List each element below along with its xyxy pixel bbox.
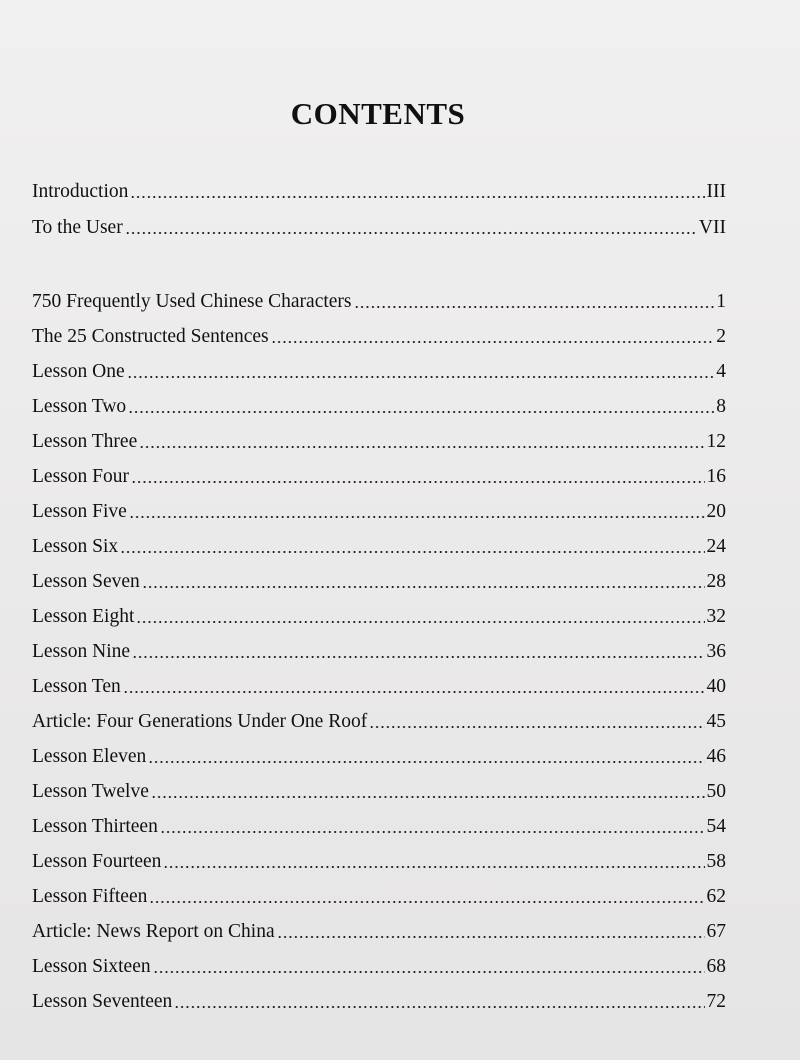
toc-entry-label: Lesson Five xyxy=(32,501,127,522)
toc-entry-label: Lesson Thirteen xyxy=(32,816,158,837)
toc-entry-label: Lesson Fourteen xyxy=(32,851,162,872)
toc-entry-page: 68 xyxy=(706,956,726,977)
dot-leader xyxy=(130,196,704,198)
toc-entry xyxy=(32,770,726,804)
toc-entry-label: Lesson Sixteen xyxy=(32,956,151,977)
toc-entry xyxy=(32,980,726,1014)
toc-entry-page: 20 xyxy=(706,501,726,522)
toc-entry-page: 16 xyxy=(706,466,726,487)
toc-entry-label: Lesson One xyxy=(32,361,125,382)
toc-entry xyxy=(32,170,726,204)
toc-entry-label: To the User xyxy=(32,217,123,238)
toc-entry xyxy=(32,385,726,419)
toc-entry-label: Lesson Two xyxy=(32,396,127,417)
toc-entry-page: 32 xyxy=(706,606,726,627)
toc-entry-page: VII xyxy=(698,217,726,238)
dot-leader xyxy=(142,586,705,588)
toc-entry-label: Lesson Seven xyxy=(32,571,140,592)
toc-entry-page: 58 xyxy=(706,851,726,872)
toc-entry-page: 67 xyxy=(706,921,726,942)
dot-leader xyxy=(163,866,704,868)
toc-entry-page: 28 xyxy=(706,571,726,592)
toc-entry-page: 50 xyxy=(706,781,726,802)
toc-entry-label: Lesson Eight xyxy=(32,606,135,627)
toc-entry-label: Article: Four Generations Under One Roof xyxy=(32,711,368,732)
toc-entry-label: Introduction xyxy=(32,181,129,202)
toc-entry xyxy=(32,630,726,664)
toc-entry-label: Lesson Ten xyxy=(32,676,121,697)
toc-entry-page: 40 xyxy=(706,676,726,697)
toc-entry xyxy=(32,525,726,559)
toc-entry-label: Lesson Seventeen xyxy=(32,991,173,1012)
toc-entry xyxy=(32,805,726,839)
toc-entry-page: 1 xyxy=(716,291,726,312)
toc-entry-page: 12 xyxy=(706,431,726,452)
toc-entry-label: Lesson Twelve xyxy=(32,781,149,802)
toc-entry-label: Lesson Three xyxy=(32,431,138,452)
toc-entry xyxy=(32,840,726,874)
toc-entry xyxy=(32,455,726,489)
dot-leader xyxy=(174,1006,704,1008)
dot-leader xyxy=(148,761,704,763)
dot-leader xyxy=(127,376,715,378)
toc-entry-page: 24 xyxy=(706,536,726,557)
toc-entry xyxy=(32,560,726,594)
toc-entry xyxy=(32,735,726,769)
dot-leader xyxy=(160,831,705,833)
toc-entry xyxy=(32,700,726,734)
toc-entry-page: 54 xyxy=(706,816,726,837)
toc-entry-label: Lesson Nine xyxy=(32,641,131,662)
toc-entry xyxy=(32,350,726,384)
toc-entry-page: 36 xyxy=(706,641,726,662)
toc-entry-page: III xyxy=(706,181,726,202)
toc-entry-label: Lesson Eleven xyxy=(32,746,147,767)
page-title: CONTENTS xyxy=(290,96,466,131)
dot-leader xyxy=(149,901,704,903)
toc-entry-label: The 25 Constructed Sentences xyxy=(32,326,269,347)
toc-entry xyxy=(32,420,726,454)
dot-leader xyxy=(131,481,705,483)
dot-leader xyxy=(271,341,715,343)
dot-leader xyxy=(120,551,704,553)
toc-entry-page: 8 xyxy=(716,396,726,417)
dot-leader xyxy=(123,691,705,693)
dot-leader xyxy=(277,936,705,938)
dot-leader xyxy=(369,726,704,728)
dot-leader xyxy=(139,446,704,448)
toc-entry-label: Lesson Six xyxy=(32,536,119,557)
dot-leader xyxy=(128,411,714,413)
toc-entry xyxy=(32,595,726,629)
toc-entry-page: 2 xyxy=(716,326,726,347)
toc-entry xyxy=(32,315,726,349)
dot-leader xyxy=(151,796,705,798)
dot-leader xyxy=(354,306,715,308)
toc-entry-page: 62 xyxy=(706,886,726,907)
toc-entry-page: 4 xyxy=(716,361,726,382)
toc-entry-label: 750 Frequently Used Chinese Characters xyxy=(32,291,352,312)
dot-leader xyxy=(125,232,697,234)
toc-entry-label: Lesson Four xyxy=(32,466,129,487)
toc-entry xyxy=(32,280,726,314)
toc-entry xyxy=(32,875,726,909)
toc-entry xyxy=(32,206,726,240)
toc-entry xyxy=(32,910,726,944)
toc-entry xyxy=(32,665,726,699)
dot-leader xyxy=(132,656,704,658)
dot-leader xyxy=(129,516,705,518)
toc-entry-label: Article: News Report on China xyxy=(32,921,275,942)
toc-entry xyxy=(32,490,726,524)
toc-entry-page: 46 xyxy=(706,746,726,767)
toc-entry-page: 45 xyxy=(706,711,726,732)
dot-leader xyxy=(136,621,704,623)
dot-leader xyxy=(153,971,705,973)
toc-entry-page: 72 xyxy=(706,991,726,1012)
toc-entry xyxy=(32,945,726,979)
toc-entry-label: Lesson Fifteen xyxy=(32,886,148,907)
